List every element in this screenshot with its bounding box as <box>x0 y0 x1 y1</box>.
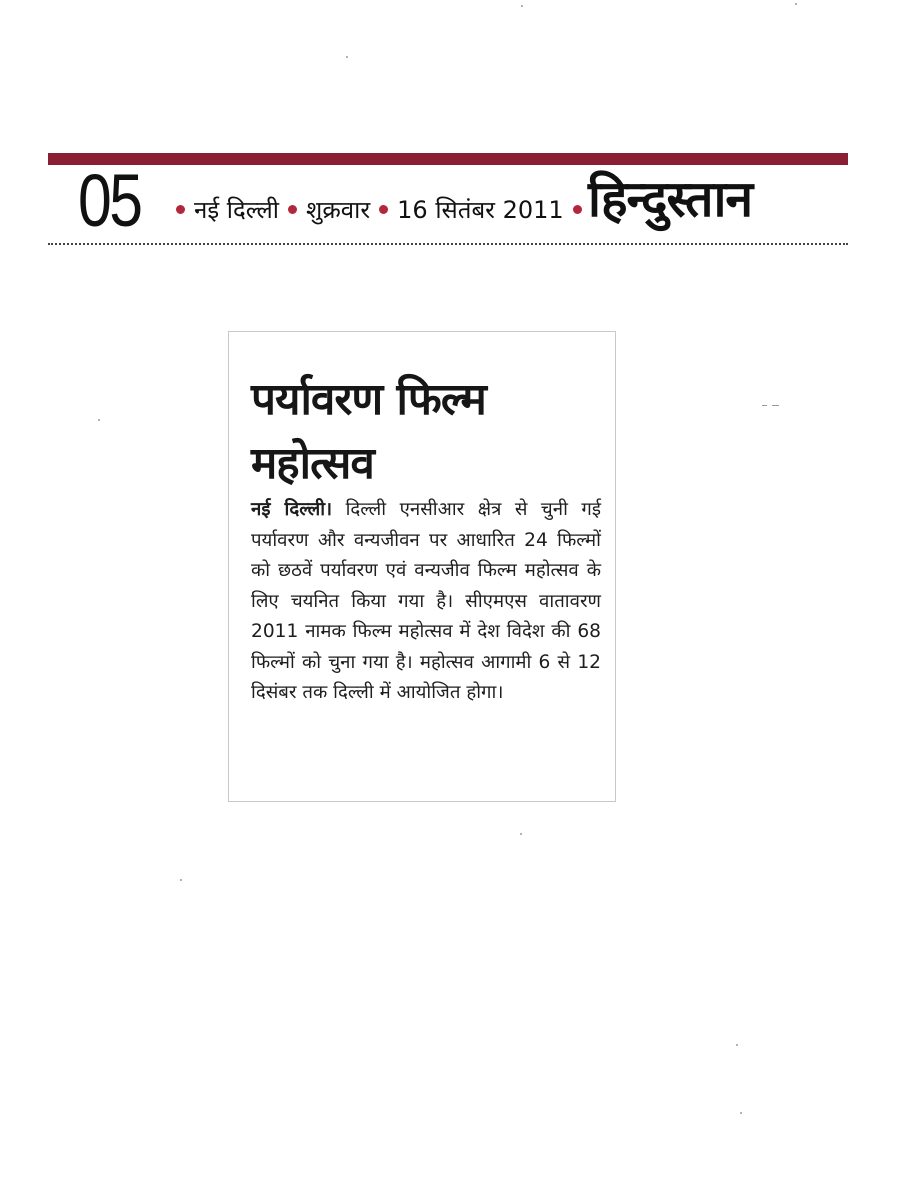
article-headline: पर्यावरण फिल्म महोत्सव <box>251 374 486 489</box>
bullet-icon <box>379 205 388 214</box>
edition-city: नई दिल्ली <box>194 195 280 224</box>
masthead-color-band <box>48 153 848 165</box>
scan-speck <box>740 1112 742 1114</box>
article-dateline: नई दिल्ली। <box>251 499 333 520</box>
newspaper-logo: हिन्दुस्तान <box>588 170 753 228</box>
news-clipping <box>228 331 616 802</box>
page-number: 05 <box>78 159 141 242</box>
publication-date: 16 सितंबर 2011 <box>397 195 564 224</box>
scan-speck <box>795 3 797 5</box>
article-body <box>251 495 601 709</box>
bullet-icon <box>176 205 185 214</box>
scan-speck <box>521 5 523 7</box>
scan-speck <box>520 833 522 835</box>
scan-speck <box>346 56 348 58</box>
scan-speck <box>180 879 182 881</box>
bullet-icon <box>573 205 582 214</box>
scan-speck <box>762 405 767 406</box>
publication-weekday: शुक्रवार <box>306 195 371 224</box>
article-text: दिल्ली एनसीआर क्षेत्र से चुनी गई पर्यावरण और वन्यजीवन पर आधारित 24 फिल्मों को छठवें पर्यावरण एवं वन्यजीव फिल्म महोत्सव के लिए चयनित किया गया है। सीएमएस वातावरण 2011 नामक फिल्म महोत्सव में देश विदेश की 68 फिल्मों को चुना गया है। महोत्सव आगामी 6 से 12 दिसंबर तक दिल्ली में आयोजित होगा। <box>251 499 601 703</box>
bullet-icon <box>288 205 297 214</box>
scan-speck <box>736 1044 738 1046</box>
masthead-meta-row <box>176 189 591 229</box>
scan-speck <box>98 419 100 421</box>
masthead-divider <box>48 243 848 245</box>
newspaper-masthead <box>48 159 848 243</box>
scan-speck <box>772 405 779 406</box>
